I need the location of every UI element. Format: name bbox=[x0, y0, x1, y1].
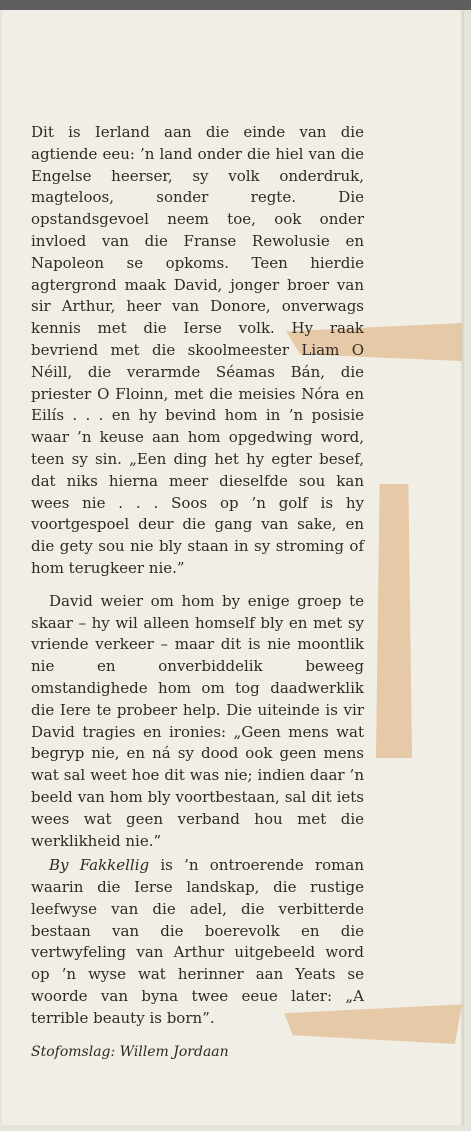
paper-fold-line bbox=[461, 10, 463, 1125]
cover-credit: Stofomslag: Willem Jordaan bbox=[31, 1044, 229, 1060]
tape-stain-middle bbox=[376, 484, 412, 758]
book-title: By Fakkellig bbox=[49, 856, 150, 875]
paragraph-intro: Dit is Ierland aan die einde van die agtiende eeu: ’n land onder die hiel van die Engelse heerser, sy volk onderdruk, magteloos, sonder regte. Die opstandsgevoel neem toe, ook onder invloed van die Franse Rewolusie en Napoleon se opkoms. Teen hierdie agtergrond maak David, jonger broer van sir Arthur, heer van Donore, onverwags kennis met die Ierse volk. Hy raak bevriend met die skoolmeester Liam O Néill, die verarmde Séamas Bán, die priester O Floinn, met die meisies Nóra en Eilís . . . en hy bevind hom in ’n posisie waar ’n keuse aan hom opgedwing word, teen sy sin. „Een ding het hy egter besef, dat niks hierna meer dieselfde sou kan wees nie . . . Soos op ’n golf is hy voortgespoel deur die gang van sake, en die gety sou nie bly staan in sy stroming of hom terugkeer nie.” bbox=[31, 123, 364, 577]
paragraph-middle: David weier om hom by enige groep te skaar – hy wil alleen homself bly en met sy vriende verkeer – maar dit is nie moontlik nie en onverbiddelik beweeg omstandighede hom om tog daadwerklik die Iere te probeer help. Die uiteinde is vir David tragies en ironies: „Geen mens wat begryp nie, en ná sy dood ook geen mens wat sal weet hoe dit was nie; indien daar ’n beeld van hom bly voortbestaan, sal dit iets wees wat geen verband hou met die werklikheid nie.” bbox=[31, 591, 364, 850]
paragraph-closing-text: is ’n ontroerende roman waarin die Ierse landskap, die rustige leefwyse van die adel, die verbitterde bestaan van die boerevolk en die vertwyfeling van Arthur uitgebeeld word op ’n wyse wat herinner aan Yeats se woorde van byna twee eeue later: „A terrible beauty is born”. bbox=[31, 856, 364, 1027]
top-edge-bar bbox=[0, 0, 471, 10]
flap-copy bbox=[31, 122, 364, 1030]
paragraph-closing bbox=[31, 855, 364, 1029]
